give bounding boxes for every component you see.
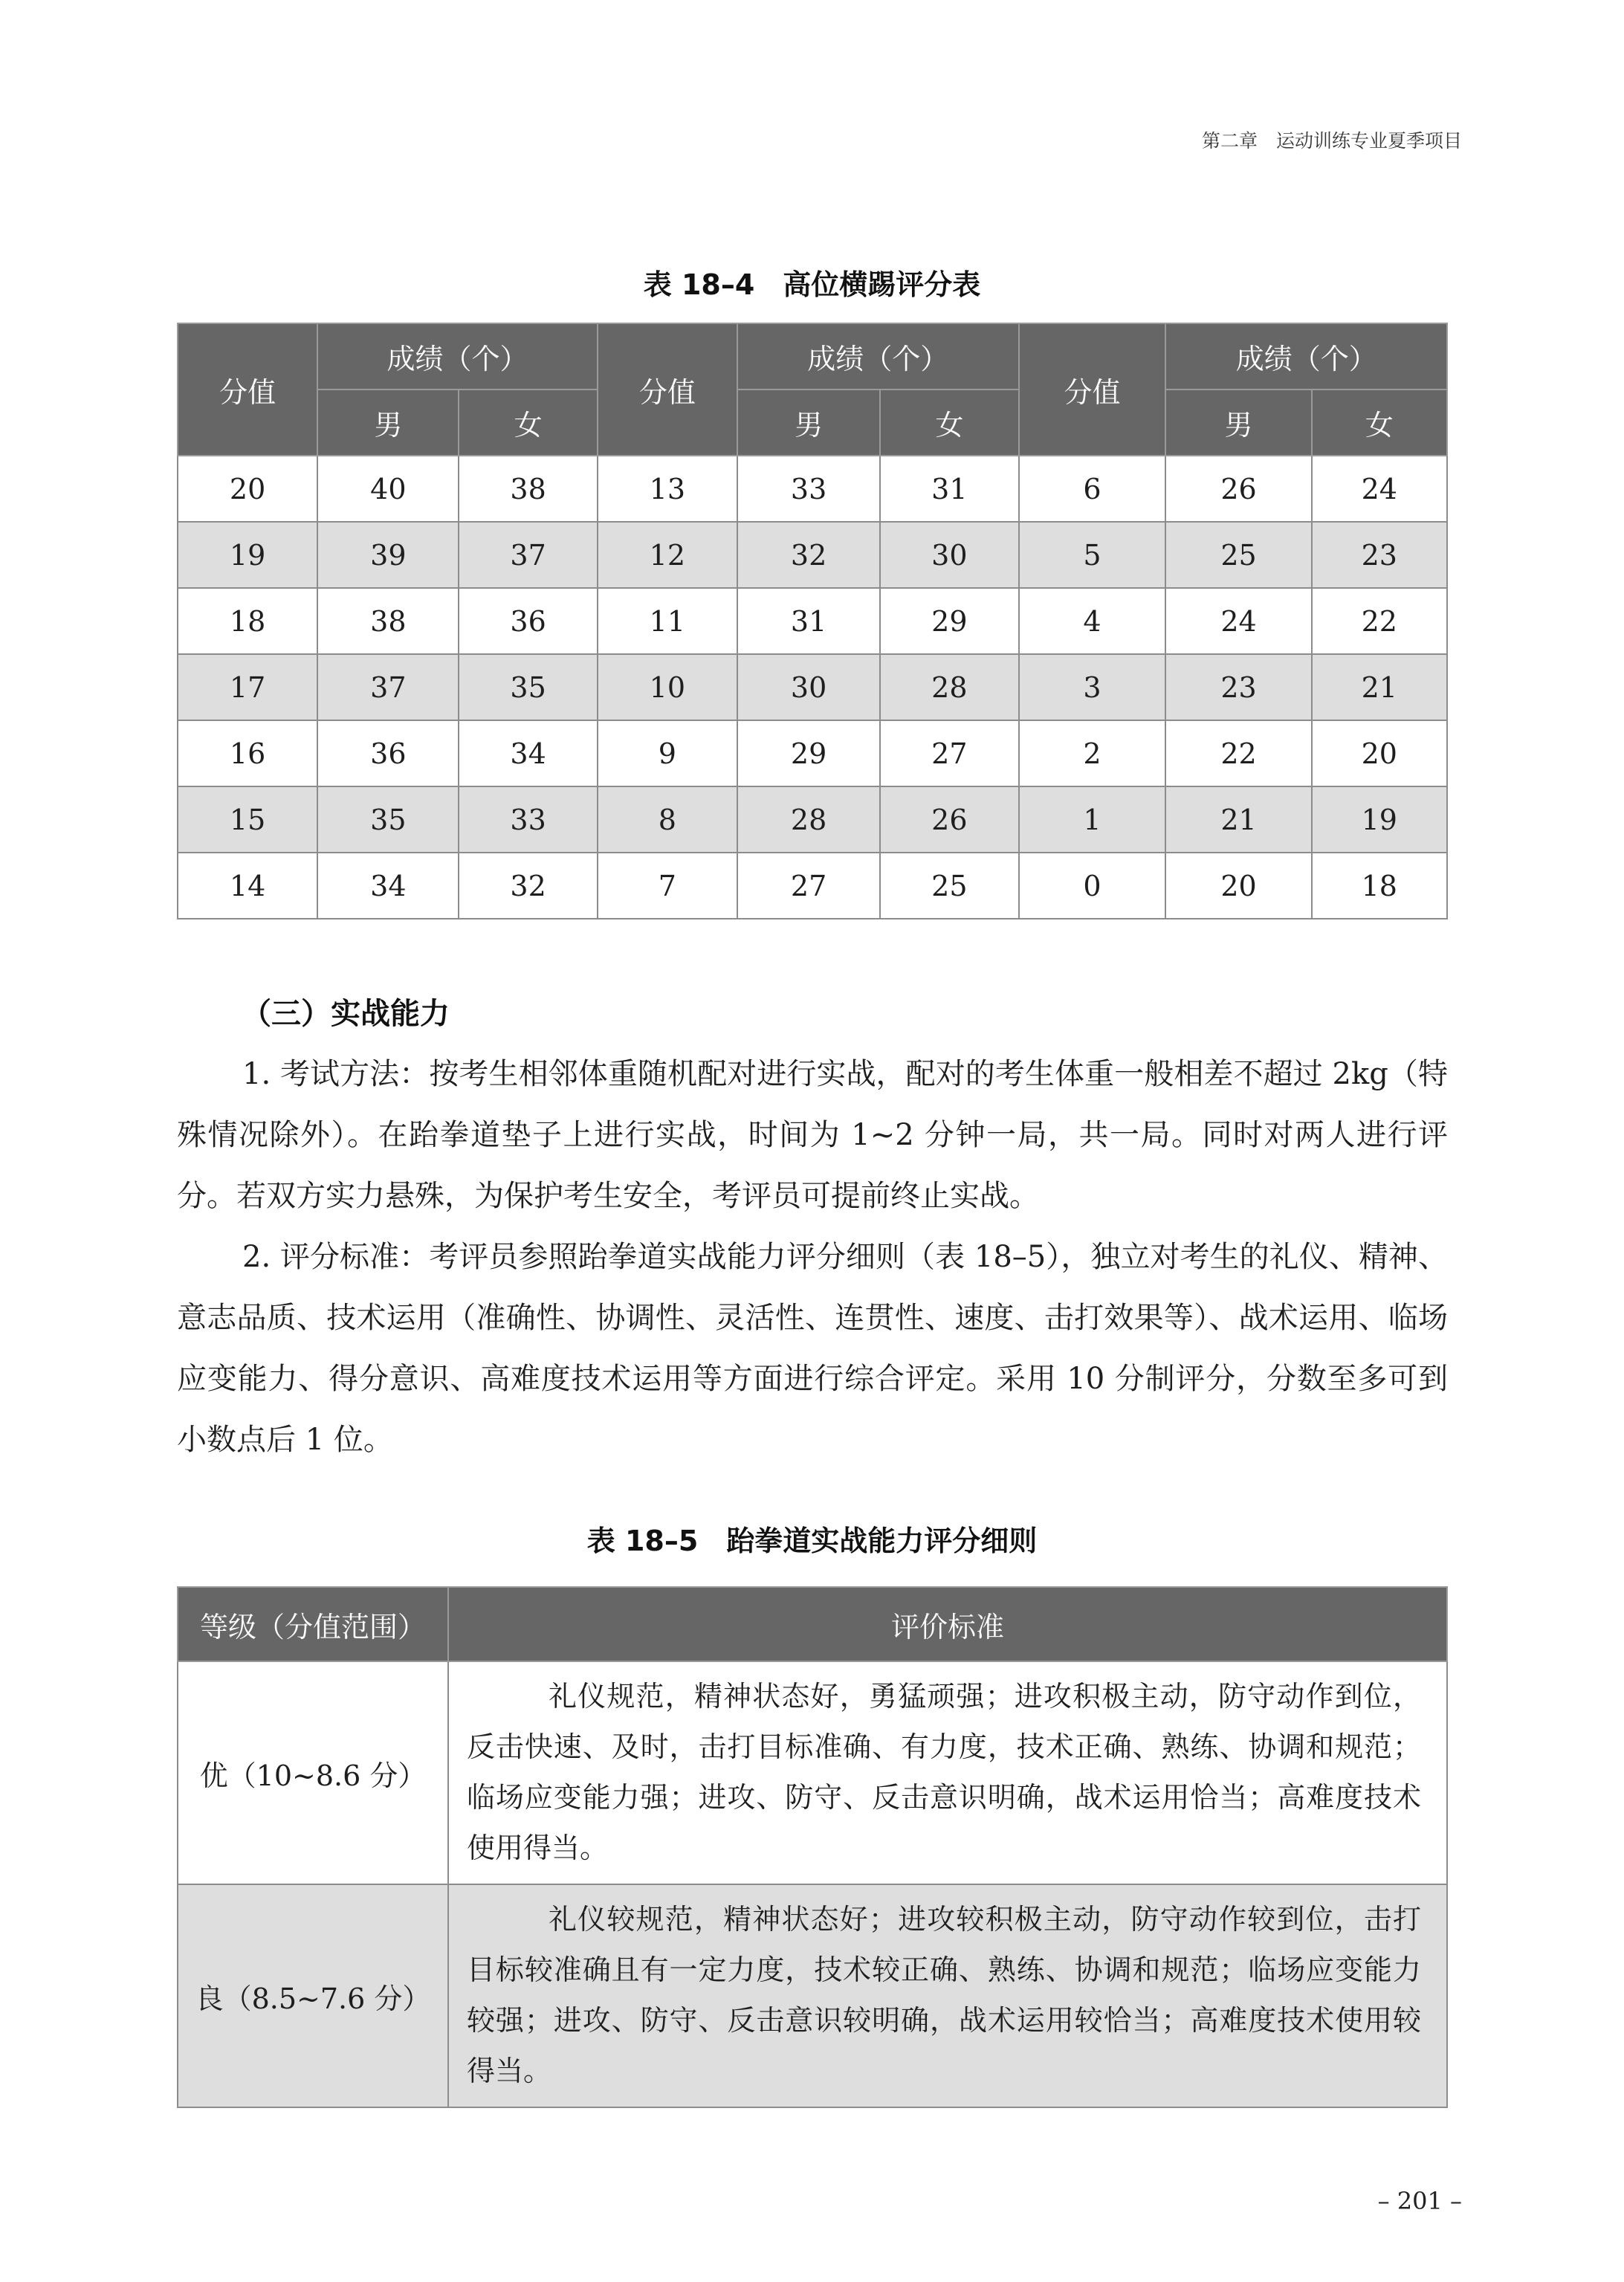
header-score: 分值: [598, 323, 737, 456]
table-cell: 21: [1312, 654, 1447, 720]
table-cell: 6: [1019, 456, 1166, 522]
table-cell: 34: [317, 853, 459, 919]
table-row: [178, 1661, 1447, 1884]
header-result: 成绩（个）: [1165, 323, 1447, 390]
header-female: 女: [459, 390, 597, 456]
table-cell: 36: [317, 720, 459, 786]
table-cell: 19: [1312, 786, 1447, 853]
header-score: 分值: [1019, 323, 1166, 456]
table-cell: 28: [880, 654, 1018, 720]
table-cell: 31: [880, 456, 1018, 522]
table-cell: 21: [1165, 786, 1311, 853]
table-cell: 40: [317, 456, 459, 522]
header-male: 男: [317, 390, 459, 456]
table-cell: 10: [598, 654, 737, 720]
table-cell: 20: [1165, 853, 1311, 919]
table-cell: 25: [880, 853, 1018, 919]
table-row: [178, 522, 1447, 588]
grade-cell: 良（8.5~7.6 分）: [178, 1884, 448, 2107]
header-score: 分值: [178, 323, 317, 456]
table-cell: 18: [178, 588, 317, 654]
table-cell: 5: [1019, 522, 1166, 588]
table-cell: 3: [1019, 654, 1166, 720]
table-cell: 34: [459, 720, 597, 786]
table-cell: 28: [737, 786, 880, 853]
table-cell: 35: [317, 786, 459, 853]
header-female: 女: [1312, 390, 1447, 456]
table-cell: 32: [737, 522, 880, 588]
header-grade: 等级（分值范围）: [178, 1587, 448, 1661]
table-cell: 15: [178, 786, 317, 853]
table-cell: 38: [317, 588, 459, 654]
table-cell: 25: [1165, 522, 1311, 588]
table-cell: 22: [1312, 588, 1447, 654]
page-number: – 201 –: [1377, 2187, 1462, 2215]
table-cell: 33: [459, 786, 597, 853]
running-header: 第二章 运动训练专业夏季项目: [1201, 130, 1462, 152]
table-cell: 26: [1165, 456, 1311, 522]
grade-cell: 优（10~8.6 分）: [178, 1661, 448, 1884]
table-cell: 29: [737, 720, 880, 786]
table-row: [178, 456, 1447, 522]
table-cell: 20: [178, 456, 317, 522]
table-cell: 24: [1165, 588, 1311, 654]
table-cell: 14: [178, 853, 317, 919]
table-cell: 13: [598, 456, 737, 522]
table-cell: 37: [459, 522, 597, 588]
table-row: [178, 1884, 1447, 2107]
table-cell: 38: [459, 456, 597, 522]
table-cell: 12: [598, 522, 737, 588]
table-cell: 7: [598, 853, 737, 919]
table-cell: 35: [459, 654, 597, 720]
table-cell: 19: [178, 522, 317, 588]
table-row: [178, 654, 1447, 720]
paragraph-scoring-standard: 2. 评分标准：考评员参照跆拳道实战能力评分细则（表 18–5），独立对考生的礼仪、精神、意志品质、技术运用（准确性、协调性、灵活性、连贯性、速度、击打效果等）、战术运用、临场应变能力、得分意识、高难度技术运用等方面进行综合评定。采用 10 分制评分，分数至多可到小数点后 1 位。: [177, 1240, 1448, 1457]
table-cell: 24: [1312, 456, 1447, 522]
table-cell: 0: [1019, 853, 1166, 919]
table-caption: 表 18–4 高位横踢评分表: [643, 268, 981, 301]
table-cell: 37: [317, 654, 459, 720]
table-cell: 23: [1312, 522, 1447, 588]
table-cell: 36: [459, 588, 597, 654]
table-cell: 39: [317, 522, 459, 588]
table-cell: 18: [1312, 853, 1447, 919]
table-cell: 26: [880, 786, 1018, 853]
table-row: [178, 786, 1447, 853]
table-cell: 1: [1019, 786, 1166, 853]
table-cell: 33: [737, 456, 880, 522]
header-male: 男: [1165, 390, 1311, 456]
table-cell: 2: [1019, 720, 1166, 786]
table-cell: 30: [737, 654, 880, 720]
table-row: [178, 720, 1447, 786]
table-cell: 27: [880, 720, 1018, 786]
table-cell: 16: [178, 720, 317, 786]
header-result: 成绩（个）: [317, 323, 598, 390]
table-row: [178, 588, 1447, 654]
table-cell: 22: [1165, 720, 1311, 786]
section-heading: （三）实战能力: [242, 997, 450, 1031]
table-cell: 23: [1165, 654, 1311, 720]
table-cell: 30: [880, 522, 1018, 588]
table-cell: 29: [880, 588, 1018, 654]
criteria-cell: 礼仪规范，精神状态好，勇猛顽强；进攻积极主动，防守动作到位，反击快速、及时，击打目标准确、有力度，技术正确、熟练、协调和规范；临场应变能力强；进攻、防守、反击意识明确，战术运用恰当；高难度技术使用得当。: [448, 1661, 1447, 1884]
table-cell: 9: [598, 720, 737, 786]
paragraph-exam-method: 1. 考试方法：按考生相邻体重随机配对进行实战，配对的考生体重一般相差不超过 2kg（特殊情况除外）。在跆拳道垫子上进行实战，时间为 1~2 分钟一局，共一局。同时对两人进行评分。若双方实力悬殊，为保护考生安全，考评员可提前终止实战。: [177, 1057, 1448, 1213]
header-criteria: 评价标准: [448, 1587, 1447, 1661]
table-cell: 8: [598, 786, 737, 853]
table-cell: 20: [1312, 720, 1447, 786]
table-cell: 32: [459, 853, 597, 919]
score-table: [177, 323, 1448, 919]
table-cell: 4: [1019, 588, 1166, 654]
table-cell: 17: [178, 654, 317, 720]
criteria-cell: 礼仪较规范，精神状态好；进攻较积极主动，防守动作较到位，击打目标较准确且有一定力度，技术较正确、熟练、协调和规范；临场应变能力较强；进攻、防守、反击意识较明确，战术运用较恰当；高难度技术使用较得当。: [448, 1884, 1447, 2107]
header-result: 成绩（个）: [737, 323, 1019, 390]
table-cell: 11: [598, 588, 737, 654]
criteria-table: [177, 1586, 1448, 2108]
table-cell: 27: [737, 853, 880, 919]
header-male: 男: [737, 390, 880, 456]
table-cell: 31: [737, 588, 880, 654]
table-row: [178, 853, 1447, 919]
header-female: 女: [880, 390, 1018, 456]
table-caption: 表 18–5 跆拳道实战能力评分细则: [586, 1525, 1038, 1557]
